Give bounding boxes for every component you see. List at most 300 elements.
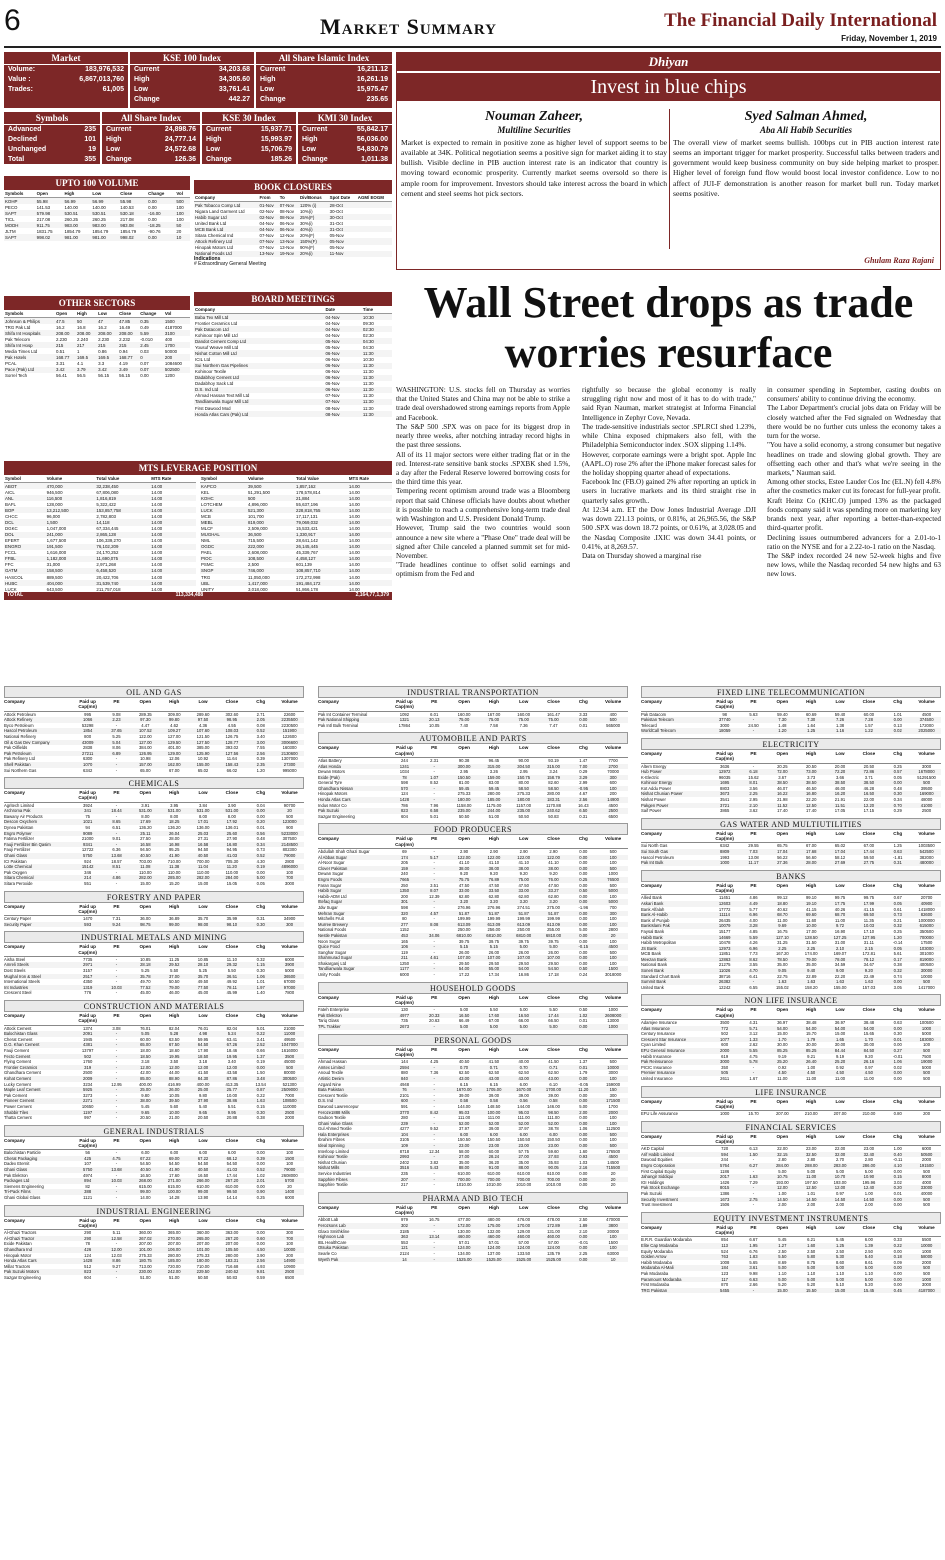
sector-block: [4, 777, 304, 886]
table-cell: 159: [400, 865, 408, 871]
table-cell: 41.15: [863, 906, 875, 912]
table-cell: 56: [85, 1150, 90, 1156]
table-cell: 5764: [719, 1163, 730, 1169]
table-cell: 3185: [399, 1228, 410, 1234]
table-cell: 500: [609, 1143, 617, 1149]
stat-value: 34,305.60: [218, 76, 250, 83]
table-cell: 15142: [81, 864, 94, 870]
table-cell: 1,857,162: [295, 483, 348, 490]
table-cell: 88.00: [458, 1165, 470, 1171]
table-cell: 77.52: [140, 984, 151, 990]
table-cell: 0.74: [893, 973, 902, 979]
table-cell: 200: [164, 354, 190, 360]
column-header: Close: [225, 903, 239, 909]
table-cell: 26382: [718, 979, 731, 985]
table-cell: 5.45: [835, 1237, 845, 1243]
table-cell: 0.30: [256, 968, 265, 974]
table-cell: -: [433, 1115, 435, 1121]
table-cell: 12.20: [863, 802, 875, 808]
table-cell: Telecard: [641, 722, 657, 728]
table-cell: -: [115, 962, 118, 968]
table-cell: 1000: [608, 1007, 618, 1013]
table-cell: 1.15: [256, 962, 265, 968]
table-cell: 80: [402, 916, 407, 922]
stat-label: High: [206, 136, 222, 143]
table-cell: 1374: [82, 1025, 93, 1031]
table-cell: 172.00: [457, 1222, 471, 1228]
table-cell: Kot Addu Power: [641, 785, 672, 791]
table-cell: 363.00: [225, 1230, 239, 1236]
table-cell: 211: [401, 955, 408, 961]
table-cell: 610.00: [547, 1171, 560, 1177]
table-cell: Adamjee Insurance: [641, 1020, 678, 1025]
table-cell: 983.00: [91, 222, 119, 228]
table-cell: 1678000: [918, 769, 935, 775]
column-header: Open: [458, 1204, 470, 1210]
table-cell: 41.10: [518, 860, 529, 866]
table-cell: Tandlianwala Sugar Mill Ltd: [194, 399, 324, 405]
table-cell: 78: [402, 774, 407, 780]
table-cell: Honda Atlas Cars: [318, 797, 351, 803]
table-cell: 28.24: [488, 1154, 500, 1160]
table-cell: BankIslami Pak: [641, 923, 670, 929]
stat-value: 61,005: [102, 86, 124, 93]
table-cell: Pak Suzuki: [641, 1191, 662, 1196]
sector-block: [641, 738, 941, 814]
market-panel: [4, 52, 128, 108]
table-cell: -: [115, 1087, 118, 1093]
table-cell: 1.07: [430, 774, 439, 780]
right-org: Aba Ali Habib Securities: [760, 125, 852, 136]
table-cell: 0.70: [459, 1064, 469, 1070]
table-cell: 128,000: [46, 501, 63, 507]
column-header: From: [259, 194, 279, 202]
table-cell: 0.30: [893, 791, 902, 797]
table-cell: 43.00: [458, 1075, 470, 1081]
table-cell: 983.00: [64, 222, 92, 228]
table-row: [4, 373, 190, 379]
table-cell: 22.00: [777, 1146, 788, 1152]
table-cell: 0.32: [893, 968, 902, 974]
table-cell: 57.00: [548, 1239, 559, 1245]
table-cell: 2509000: [281, 1087, 298, 1093]
table-cell: 5.20: [864, 1282, 873, 1288]
table-cell: 5.50: [778, 1254, 787, 1260]
table-cell: 31.11: [863, 940, 874, 946]
table-cell: 02-Nov: [259, 214, 279, 220]
table-cell: 3.82: [430, 1159, 439, 1165]
table-cell: 0.24: [579, 972, 588, 978]
table-cell: -1.81: [892, 854, 903, 860]
table-cell: -: [752, 1191, 755, 1196]
table-cell: 46.00: [168, 990, 180, 996]
table-cell: 6.00: [519, 1131, 528, 1137]
table-cell: 16.43: [578, 802, 589, 808]
table-cell: 14669: [718, 934, 731, 940]
column-header: Company: [4, 699, 25, 704]
table-cell: MEBL: [200, 519, 247, 525]
table-cell: 31.25: [777, 940, 788, 946]
table-cell: 3673: [719, 791, 730, 797]
table-cell: 242.00: [167, 1269, 181, 1275]
table-cell: 06-Nov: [324, 387, 361, 393]
column-header: High: [806, 750, 817, 756]
table-cell: 99.00: [140, 1189, 151, 1195]
table-cell: -0.95: [578, 785, 589, 791]
table-row: [4, 768, 304, 774]
table-cell: 5.01: [430, 813, 439, 819]
table-cell: 7.58: [489, 722, 498, 728]
table-cell: -: [433, 1171, 435, 1177]
table-cell: ICI Pakistan: [4, 858, 27, 864]
column-header: Chg: [578, 836, 588, 842]
symbols-panel: [4, 112, 100, 164]
column-header: Volume: [918, 1007, 935, 1013]
table-cell: 217: [400, 1182, 408, 1188]
table-cell: 207.00: [167, 1241, 181, 1247]
table-cell: 0.00: [579, 960, 588, 966]
table-cell: 5750: [82, 853, 93, 858]
table-cell: 5.61: [893, 951, 902, 957]
table-cell: 20.25: [777, 763, 788, 769]
table-cell: 40.50: [197, 853, 209, 858]
table-cell: 100: [609, 938, 617, 944]
table-cell: 0.70: [893, 802, 902, 808]
table-cell: 1426: [719, 1179, 730, 1185]
table-cell: 400: [609, 711, 617, 717]
table-cell: 0.90: [256, 1189, 265, 1195]
table-cell: 10.70: [834, 1174, 846, 1180]
table-cell: 530.51: [64, 210, 92, 216]
table-cell: 27.00: [518, 1154, 529, 1160]
sector-title: LIFE INSURANCE: [641, 1086, 941, 1098]
table-cell: 5.80: [807, 1254, 816, 1260]
table-cell: Kohinoor Textile: [318, 1154, 348, 1160]
table-cell: 98.00: [197, 921, 209, 927]
table-cell: 56.99: [64, 198, 92, 205]
table-cell: 500: [923, 1168, 931, 1174]
symbols-title: Symbols: [4, 112, 100, 125]
table-cell: Kohinoor Textile: [195, 369, 227, 375]
table-cell: PSMC: [201, 562, 214, 568]
table-cell: 54.00: [834, 1025, 846, 1031]
table-cell: Nigara Land Garment Ltd: [195, 208, 245, 214]
table-cell: 5.00: [519, 944, 528, 950]
table-cell: 20.13: [429, 717, 440, 723]
table-cell: 301: [400, 899, 408, 905]
stat-value: 24,777.14: [164, 136, 196, 143]
table-cell: 11:30: [362, 387, 392, 393]
column-header: Low: [519, 699, 529, 704]
table-cell: 150.50: [457, 774, 471, 780]
table-cell: 8.01: [749, 780, 758, 786]
table-cell: 12.50: [805, 802, 817, 808]
table-cell: 208.00: [118, 330, 139, 336]
table-cell: 160300: [282, 745, 297, 751]
table-cell: 1500: [608, 966, 618, 972]
table-cell: 67000: [283, 979, 296, 985]
table-cell: 150: [609, 1087, 617, 1093]
table-cell: 38.00: [488, 865, 500, 871]
table-cell: 144.00: [457, 1103, 471, 1109]
table-cell: Otsuka Pakistan: [318, 1245, 349, 1251]
table-cell: Habib Metropolitan: [641, 940, 677, 946]
table-cell: 54.50: [548, 966, 559, 972]
table-cell: 16.75: [777, 928, 788, 934]
table-cell: 62.50: [548, 1070, 559, 1076]
table-cell: 45.00: [197, 990, 209, 996]
table-cell: 460.00: [547, 1234, 560, 1240]
table-cell: 0.39: [256, 1155, 265, 1161]
table-cell: 4948: [399, 1081, 410, 1087]
column-header: To: [279, 194, 299, 202]
table-cell: 0.00: [893, 780, 902, 786]
table-cell: 0.07: [140, 361, 149, 366]
table-cell: 50.50: [518, 813, 529, 819]
table-row: [318, 972, 628, 978]
table-cell: 82.60: [548, 780, 559, 786]
table-cell: Al-Ghazi Tractor: [4, 1235, 35, 1241]
table-cell: 4.57: [430, 910, 439, 916]
table-cell: 8.75: [807, 1259, 816, 1265]
table-cell: 136.01: [225, 825, 239, 831]
table-cell: 35.99: [226, 916, 238, 922]
table-cell: 5.40: [198, 1103, 208, 1109]
table-cell: 1525.00: [486, 1256, 502, 1262]
column-header: Open: [139, 944, 152, 950]
table-cell: 710.00: [167, 858, 181, 864]
table-cell: 998.02: [119, 234, 147, 240]
table-cell: Shabbir Tiles: [4, 1109, 29, 1115]
table-cell: 50.83: [226, 1274, 238, 1280]
table-cell: TRG Pak Ltd: [5, 324, 31, 330]
column-header: Chg: [893, 830, 903, 836]
table-cell: 41.03: [226, 1167, 238, 1173]
stat-label: Current: [134, 66, 160, 73]
table-cell: 12973: [718, 945, 731, 951]
table-cell: 122.00: [487, 854, 501, 860]
column-header: Low: [835, 882, 845, 888]
table-cell: 15.62: [748, 774, 759, 780]
table-cell: 0.40: [893, 1151, 902, 1157]
sector-title: GENERAL INDUSTRIALS: [4, 1125, 304, 1137]
table-cell: 27.75: [863, 860, 875, 866]
stat-value: 33,761.41: [218, 86, 250, 93]
table-cell: 146.00: [547, 1103, 560, 1109]
table-cell: Engro Foods: [318, 876, 342, 882]
table-cell: 06-Nov: [324, 363, 361, 369]
table-cell: 14.00: [151, 513, 163, 519]
table-cell: 6.50: [579, 808, 588, 814]
table-cell: Tariq Glass: [318, 1018, 339, 1024]
table-cell: 0.71: [489, 1064, 498, 1070]
table-cell: 67.00: [863, 843, 875, 849]
table-cell: 250.00: [457, 927, 471, 933]
table-cell: 04-Nov: [325, 332, 340, 338]
table-cell: 542500: [919, 849, 934, 854]
column-header: Close: [225, 699, 239, 704]
sector-title: BANKS: [641, 870, 941, 882]
table-cell: 0.00: [579, 865, 588, 871]
table-cell: MCB Bank Ltd: [194, 226, 259, 232]
column-header: Chg: [256, 903, 266, 909]
table-cell: 51.87: [488, 910, 500, 916]
table-cell: 8.42: [430, 1109, 439, 1115]
stat-value: 235: [84, 126, 96, 133]
sector-title: NON LIFE INSURANCE: [641, 994, 941, 1006]
table-cell: 280.00: [167, 1252, 181, 1258]
stat-label: Current: [106, 126, 132, 133]
sector-header-row: [641, 1006, 941, 1020]
table-cell: 3.24: [549, 769, 558, 775]
table-cell: 1525.00: [516, 1256, 532, 1262]
table-cell: 1000: [921, 1276, 932, 1282]
table-cell: 1.03: [579, 1159, 588, 1165]
column-header: Close: [547, 1046, 560, 1052]
table-cell: 0.00: [893, 1025, 902, 1031]
table-cell: 0.08: [256, 722, 265, 728]
table-cell: 7.29: [749, 1179, 758, 1185]
table-cell: 1008: [719, 1259, 730, 1265]
column-header: Volume: [281, 944, 298, 950]
table-cell: Habib Insurance: [641, 1053, 672, 1059]
table-cell: 524: [721, 1248, 729, 1254]
table-cell: 48000: [920, 797, 933, 803]
table-cell: 27.50: [140, 836, 151, 842]
table-cell: 579.98: [36, 210, 64, 216]
table-cell: 12.03: [111, 1252, 122, 1258]
column-header: Chg: [578, 1046, 588, 1052]
table-cell: 14.00: [150, 507, 196, 513]
column-header: Company: [641, 1007, 662, 1013]
table-cell: 46.00: [834, 785, 846, 791]
table-cell: 15.70: [748, 1111, 759, 1117]
column-header: Chg: [256, 1137, 266, 1143]
column-header: Close: [225, 1013, 239, 1019]
table-cell: 11000: [283, 1031, 296, 1037]
table-cell: 16.22: [777, 791, 788, 797]
table-cell: 700.00: [517, 1176, 531, 1182]
table-cell: 0.02: [893, 1064, 902, 1070]
table-cell: 8.61: [864, 1259, 873, 1265]
table-cell: B.R.R. Guardian Modaraba: [641, 1237, 692, 1243]
left-org: Multiline Securities: [497, 125, 571, 136]
table-cell: 05-Nov: [329, 232, 344, 238]
table-cell: 11-Nov: [329, 251, 357, 257]
table-cell: 2.35: [256, 761, 265, 767]
column-header: Company: [318, 1046, 339, 1052]
table-cell: 1.50: [256, 1070, 265, 1076]
left-author: Nouman Zaheer,: [484, 109, 583, 124]
table-cell: 12.00: [111, 1246, 122, 1252]
table-cell: 72.00: [777, 769, 788, 775]
table-cell: 31,539,740: [95, 580, 150, 586]
column-header: Open: [776, 1007, 789, 1013]
column-header: Close: [862, 1133, 876, 1139]
sector-block: [318, 686, 628, 728]
table-cell: 150%(F): [299, 238, 329, 244]
table-cell: 1157.00: [516, 802, 532, 808]
table-cell: 107.60: [196, 728, 210, 734]
table-cell: 1003500: [918, 843, 935, 849]
table-cell: 24.50: [748, 722, 759, 728]
column-header: Volume: [281, 1137, 298, 1143]
table-cell: -: [115, 990, 118, 996]
table-cell: 54.00: [518, 966, 529, 972]
sector-header-row: [318, 994, 628, 1008]
kmi30-panel: [298, 112, 392, 164]
column-header: High: [488, 1204, 499, 1210]
table-cell: FFC: [5, 562, 14, 568]
table-cell: 04-Nov: [324, 326, 361, 332]
table-cell: 13.54: [255, 1081, 266, 1087]
table-cell: 124.00: [517, 1245, 531, 1251]
column-header: High: [488, 1046, 499, 1052]
table-cell: 43.00: [518, 1075, 529, 1081]
table-cell: 2.52: [256, 1042, 265, 1048]
table-cell: 62.80: [548, 893, 559, 899]
table-cell: 14.00: [348, 556, 392, 562]
table-cell: 610.00: [487, 1171, 501, 1177]
column-header: Low: [91, 190, 119, 198]
table-cell: 67.50: [168, 1042, 180, 1048]
table-cell: 1525.00: [456, 1256, 472, 1262]
table-cell: Media Times Ltd: [5, 348, 38, 354]
table-cell: 0.00: [579, 893, 588, 899]
sector-header-row: [641, 1098, 941, 1112]
table-cell: EFU Life Assurance: [641, 1111, 679, 1117]
table-cell: Frontier Ceramics Ltd: [195, 320, 238, 326]
table-cell: Pak Elektron: [4, 1172, 28, 1178]
table-cell: 4.50: [807, 1070, 816, 1076]
table-cell: Ghani Global Glass: [4, 1195, 41, 1200]
table-cell: 0.92: [778, 1064, 787, 1070]
table-cell: Security Investment: [641, 1196, 678, 1202]
table-cell: 52.00: [488, 1120, 500, 1126]
table-row: [4, 1275, 304, 1281]
table-cell: 54.00: [863, 1025, 875, 1031]
stat-row: [298, 135, 392, 145]
mts-table-left: [4, 475, 196, 592]
table-cell: 18059: [718, 728, 731, 734]
table-cell: 15.70: [805, 1031, 817, 1037]
table-cell: 31.00: [834, 940, 846, 946]
table-cell: 5.43: [430, 1165, 439, 1171]
table-cell: Dadabhoy Cement Ltd: [194, 375, 324, 381]
table-cell: 90700: [283, 802, 296, 808]
table-cell: 93.19: [548, 757, 559, 763]
table-cell: 8.86: [112, 1258, 121, 1264]
table-cell: Ideal Spinning: [318, 1143, 345, 1149]
table-cell: 14.14: [226, 1195, 238, 1200]
table-cell: 155.00: [196, 761, 210, 767]
table-cell: 121: [400, 1245, 408, 1251]
table-cell: 981.00: [91, 234, 119, 240]
table-cell: Hala Enterprises: [318, 1131, 349, 1137]
table-cell: 125.90: [196, 750, 210, 756]
table-cell: Hinopak Motor: [4, 1252, 32, 1258]
table-cell: 59.95: [197, 1036, 209, 1042]
table-cell: 169.5: [97, 354, 118, 360]
column-header: Volume: [918, 1133, 935, 1139]
column-header: Low: [519, 1046, 529, 1052]
table-cell: 2.80: [864, 1157, 873, 1163]
table-cell: 7.00: [579, 763, 588, 769]
column-header: Company: [318, 1204, 339, 1210]
table-cell: 0.04: [256, 802, 265, 808]
table-cell: 413.35: [225, 1081, 239, 1087]
table-cell: 05-Nov: [329, 245, 344, 250]
